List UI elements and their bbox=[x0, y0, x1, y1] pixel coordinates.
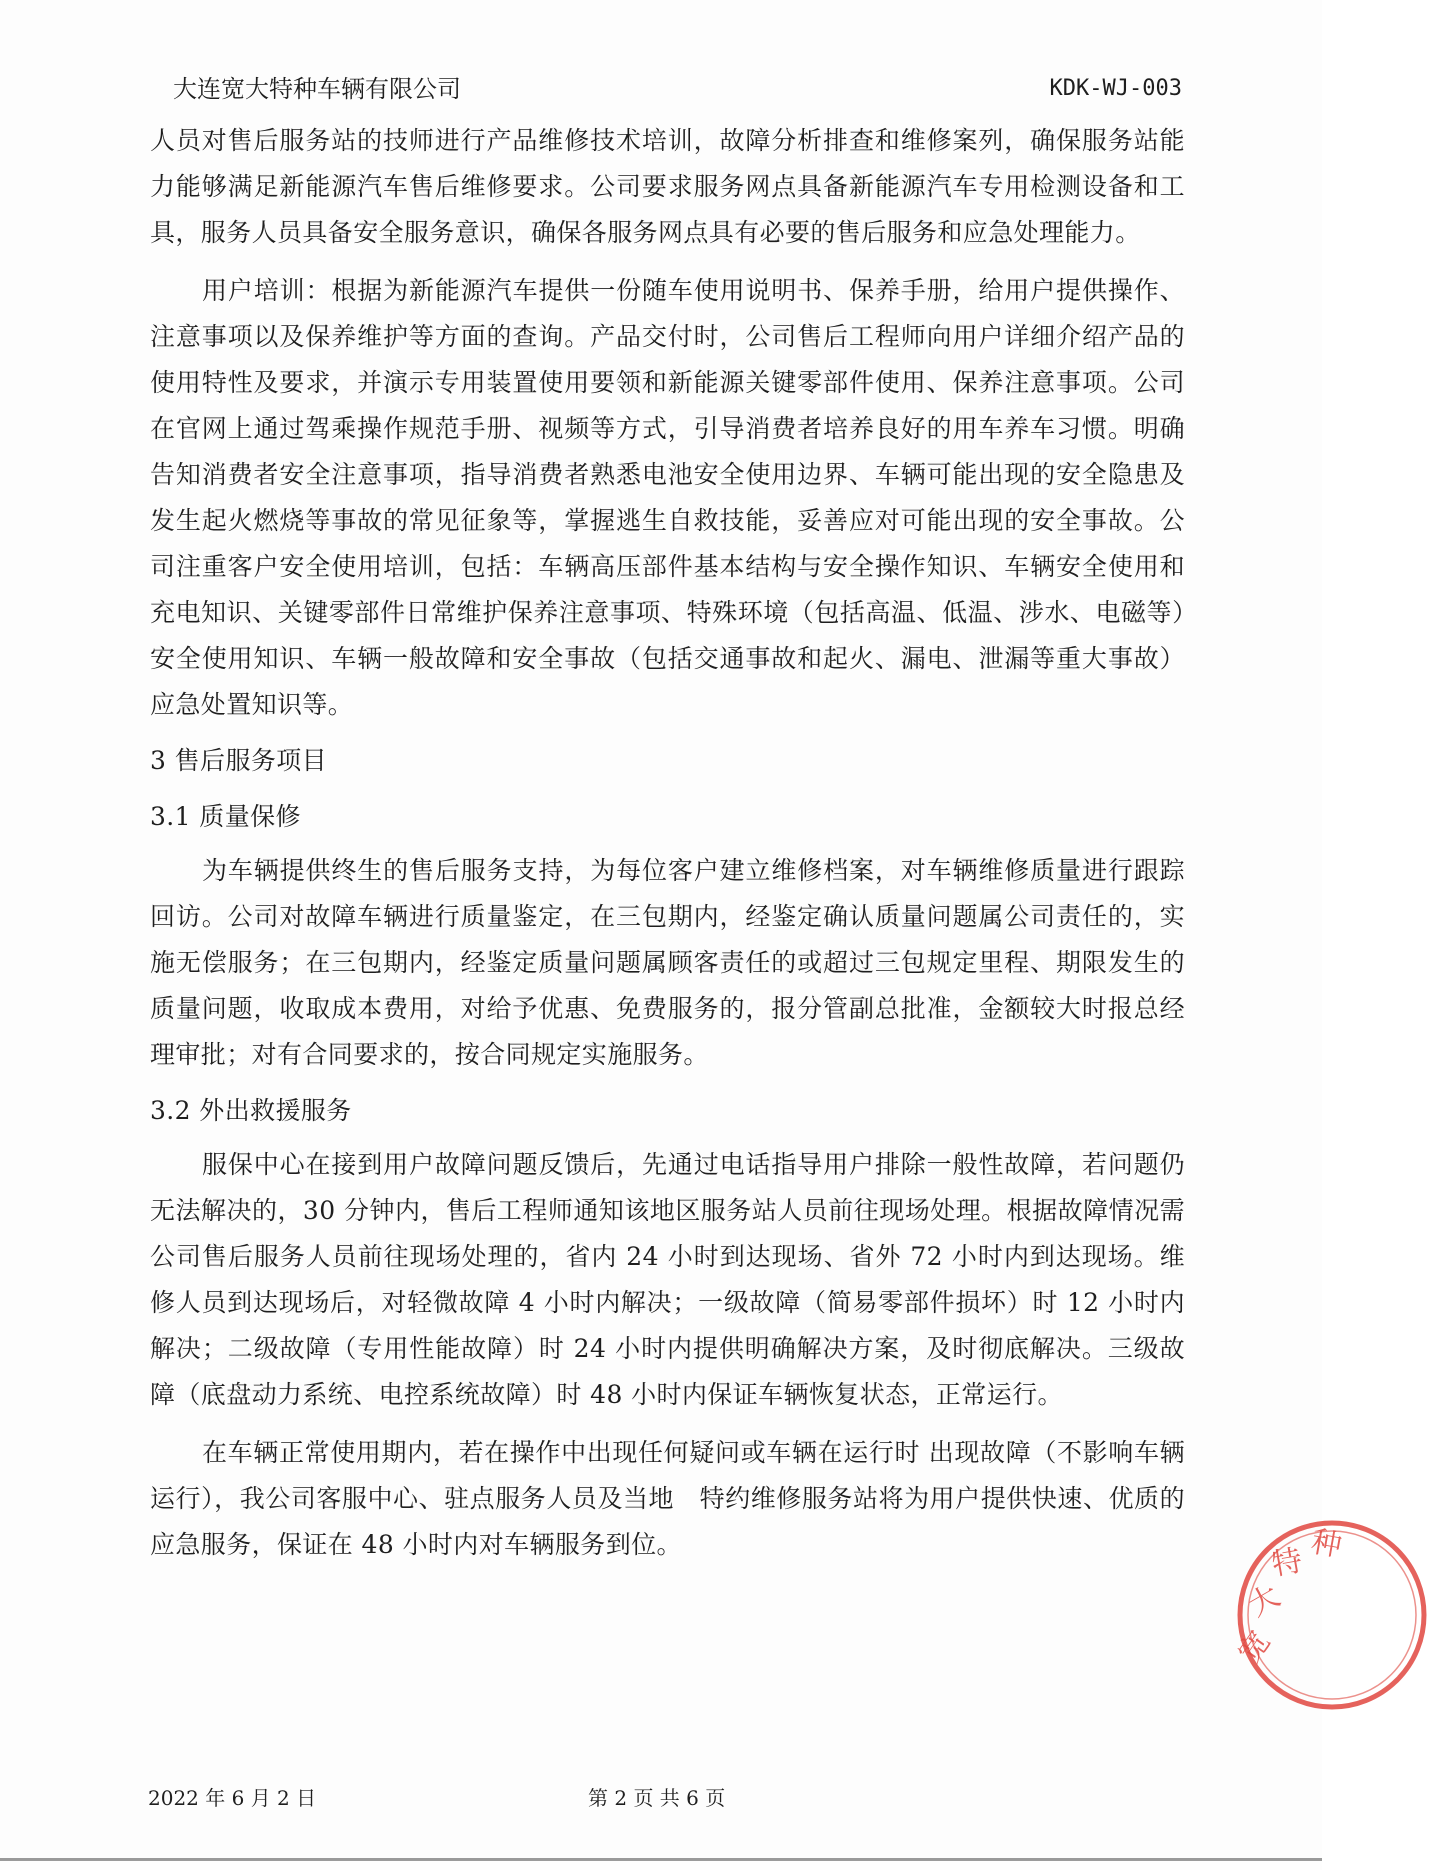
company-name: 大连宽大特种车辆有限公司 bbox=[173, 75, 461, 103]
svg-text:特: 特 bbox=[1269, 1543, 1305, 1583]
svg-text:种: 种 bbox=[1308, 1524, 1345, 1565]
page-header bbox=[165, 72, 1182, 106]
section-heading-3: 3 售后服务项目 bbox=[150, 746, 328, 775]
scan-edge-line bbox=[0, 1858, 1322, 1861]
page-footer bbox=[0, 1783, 1322, 1813]
svg-text:大: 大 bbox=[1242, 1578, 1286, 1624]
svg-text:宽: 宽 bbox=[1231, 1624, 1278, 1670]
paragraph-continuation: 人员对售后服务站的技师进行产品维修技术培训，故障分析排查和维修案列，确保服务站能力能够满足新能源汽车售后维修要求。公司要求服务网点具备新能源汽车专用检测设备和工具，服务人员具备安全服务意识，确保各服务网点具有必要的售后服务和应急处理能力。 bbox=[150, 126, 1185, 247]
paragraph-quality-warranty: 为车辆提供终生的售后服务支持，为每位客户建立维修档案，对车辆维修质量进行跟踪回访。公司对故障车辆进行质量鉴定，在三包期内，经鉴定确认质量问题属公司责任的，实施无偿服务；在三包期内，经鉴定质量问题属顾客责任的或超过三包规定里程、期限发生的质量问题，收取成本费用，对给予优惠、免费服务的，报分管副总批准，金额较大时报总经理审批；对有合同要求的，按合同规定实施服务。 bbox=[150, 856, 1185, 1069]
document-number: KDK-WJ-003 bbox=[1049, 76, 1182, 101]
document-body bbox=[150, 118, 1185, 1568]
section-heading-3-1: 3.1 质量保修 bbox=[150, 802, 301, 831]
paragraph-emergency-service: 在车辆正常使用期内，若在操作中出现任何疑问或车辆在运行时 出现故障（不影响车辆运行），我公司客服中心、驻点服务人员及当地 特约维修服务站将为用户提供快速、优质的应急服务，保证在 48 小时内对车辆服务到位。 bbox=[150, 1438, 1185, 1559]
document-date: 2022 年 6 月 2 日 bbox=[148, 1786, 317, 1810]
section-heading-3-2: 3.2 外出救援服务 bbox=[150, 1096, 352, 1125]
page-number: 第 2 页 共 6 页 bbox=[588, 1786, 726, 1810]
paragraph-rescue-service: 服保中心在接到用户故障问题反馈后，先通过电话指导用户排除一般性故障，若问题仍无法解决的，30 分钟内，售后工程师通知该地区服务站人员前往现场处理。根据故障情况需公司售后服务人员前往现场处理的，省内 24 小时到达现场、省外 72 小时内到达现场。维修人员到达现场后，对轻微故障 4 小时内解决；一级故障（简易零部件损坏）时 12 小时内解决；二级故障（专用性能故障）时 24 小时内提供明确解决方案，及时彻底解决。三级故障（底盘动力系统、电控系统故障）时 48 小时内保证车辆恢复状态，正常运行。 bbox=[150, 1150, 1185, 1409]
paragraph-user-training: 用户培训：根据为新能源汽车提供一份随车使用说明书、保养手册，给用户提供操作、注意事项以及保养维护等方面的查询。产品交付时，公司售后工程师向用户详细介绍产品的使用特性及要求，并演示专用装置使用要领和新能源关键零部件使用、保养注意事项。公司在官网上通过驾乘操作规范手册、视频等方式，引导消费者培养良好的用车养车习惯。明确告知消费者安全注意事项，指导消费者熟悉电池安全使用边界、车辆可能出现的安全隐患及发生起火燃烧等事故的常见征象等，掌握逃生自救技能，妥善应对可能出现的安全事故。公司注重客户安全使用培训，包括：车辆高压部件基本结构与安全操作知识、车辆安全使用和充电知识、关键零部件日常维护保养注意事项、特殊环境（包括高温、低温、涉水、电磁等）安全使用知识、车辆一般故障和安全事故（包括交通事故和起火、漏电、泄漏等重大事故）应急处置知识等。 bbox=[150, 276, 1185, 719]
company-seal-stamp bbox=[1232, 1515, 1432, 1715]
